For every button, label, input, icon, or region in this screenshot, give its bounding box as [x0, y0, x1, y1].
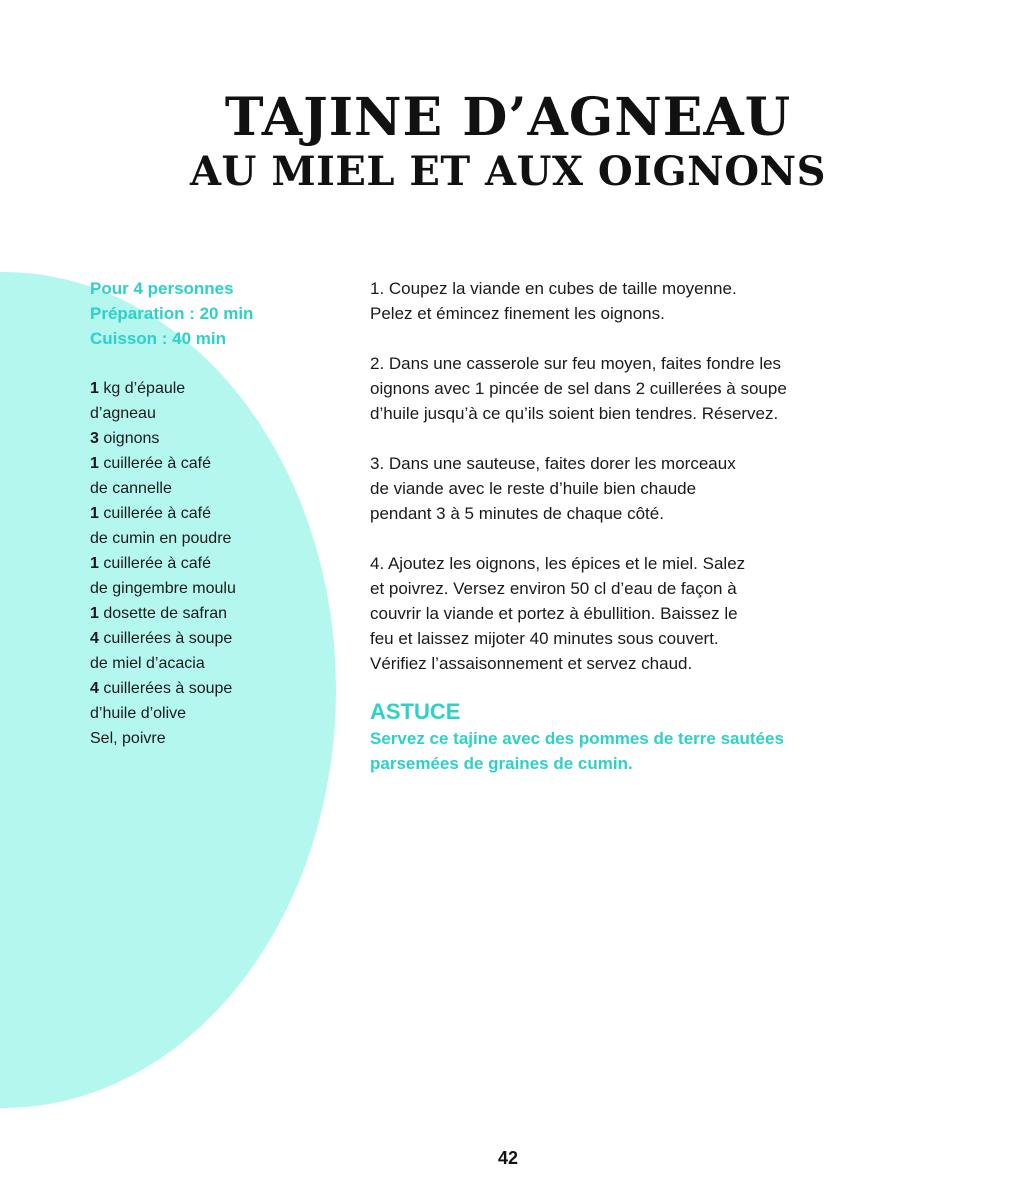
step-line: et poivrez. Versez environ 50 cl d’eau de façon à: [370, 579, 737, 598]
page-number: 42: [497, 1148, 519, 1168]
ingredient-text: de cumin en poudre: [90, 530, 232, 547]
ingredient-quantity: 3: [90, 430, 99, 447]
tip-line: Servez ce tajine avec des pommes de terre sautées: [370, 729, 784, 748]
ingredient-text: cuillerée à café: [98, 555, 211, 572]
ingredient-line: [90, 576, 330, 601]
step-line: d’huile jusqu’à ce qu’ils soient bien tendres. Réservez.: [370, 404, 779, 423]
recipe-title: [0, 87, 1016, 196]
ingredient-text: cuillerée à café: [98, 455, 211, 472]
ingredient-line: [90, 726, 330, 751]
tip-heading: ASTUCE: [370, 699, 461, 724]
ingredient-line: [90, 476, 330, 501]
step-line: 3. Dans une sauteuse, faites dorer les morceaux: [370, 454, 736, 473]
ingredient-text: kg d’épaule: [98, 380, 186, 397]
ingredient-text: de gingembre moulu: [90, 580, 236, 597]
ingredient-text: d’agneau: [90, 405, 156, 422]
ingredient-line: [90, 451, 330, 476]
step-paragraph: [370, 276, 870, 326]
step-line: 1. Coupez la viande en cubes de taille moyenne.: [370, 279, 737, 298]
ingredient-line: [90, 526, 330, 551]
tip-box: [370, 698, 890, 776]
ingredient-line: [90, 626, 330, 651]
ingredient-line: [90, 601, 330, 626]
ingredient-quantity: 4: [90, 630, 99, 647]
ingredient-text: de cannelle: [90, 480, 172, 497]
ingredient-text: dosette de safran: [98, 605, 227, 622]
ingredient-list: [90, 376, 330, 751]
ingredient-text: cuillerées à soupe: [98, 680, 233, 697]
ingredient-line: [90, 651, 330, 676]
ingredient-text: Sel, poivre: [90, 730, 166, 747]
ingredient-line: [90, 426, 330, 451]
step-line: feu et laissez mijoter 40 minutes sous couvert.: [370, 629, 719, 648]
ingredient-text: cuillerée à café: [98, 505, 211, 522]
step-line: Pelez et émincez finement les oignons.: [370, 304, 665, 323]
step-line: 2. Dans une casserole sur feu moyen, faites fondre les: [370, 354, 782, 373]
ingredient-quantity: 1: [90, 555, 99, 572]
title-line-2: AU MIEL ET AUX OIGNONS: [190, 148, 826, 195]
ingredient-quantity: 1: [90, 455, 99, 472]
ingredient-line: [90, 401, 330, 426]
ingredient-line: [90, 701, 330, 726]
step-line: oignons avec 1 pincée de sel dans 2 cuillerées à soupe: [370, 379, 787, 398]
ingredient-text: de miel d’acacia: [90, 655, 205, 672]
step-paragraph: [370, 451, 870, 526]
step-line: 4. Ajoutez les oignons, les épices et le miel. Salez: [370, 554, 746, 573]
recipe-steps: [370, 276, 870, 701]
prep-time: Préparation : 20 min: [90, 304, 254, 323]
step-line: Vérifiez l’assaisonnement et servez chaud.: [370, 654, 693, 673]
ingredient-quantity: 1: [90, 605, 99, 622]
ingredient-line: [90, 551, 330, 576]
ingredient-text: cuillerées à soupe: [98, 630, 233, 647]
ingredient-text: oignons: [98, 430, 160, 447]
ingredient-text: d’huile d’olive: [90, 705, 187, 722]
ingredient-quantity: 1: [90, 505, 99, 522]
ingredient-quantity: 1: [90, 380, 99, 397]
step-line: de viande avec le reste d’huile bien chaude: [370, 479, 697, 498]
ingredient-line: [90, 676, 330, 701]
tip-line: parsemées de graines de cumin.: [370, 754, 633, 773]
step-line: pendant 3 à 5 minutes de chaque côté.: [370, 504, 664, 523]
step-line: couvrir la viande et portez à ébullition. Baissez le: [370, 604, 738, 623]
ingredient-line: [90, 501, 330, 526]
step-paragraph: [370, 551, 870, 676]
ingredient-line: [90, 376, 330, 401]
ingredient-quantity: 4: [90, 680, 99, 697]
recipe-meta: [90, 276, 253, 351]
servings: Pour 4 personnes: [90, 279, 234, 298]
title-line-1: TAJINE D’AGNEAU: [224, 87, 792, 148]
step-paragraph: [370, 351, 870, 426]
cook-time: Cuisson : 40 min: [90, 329, 227, 348]
